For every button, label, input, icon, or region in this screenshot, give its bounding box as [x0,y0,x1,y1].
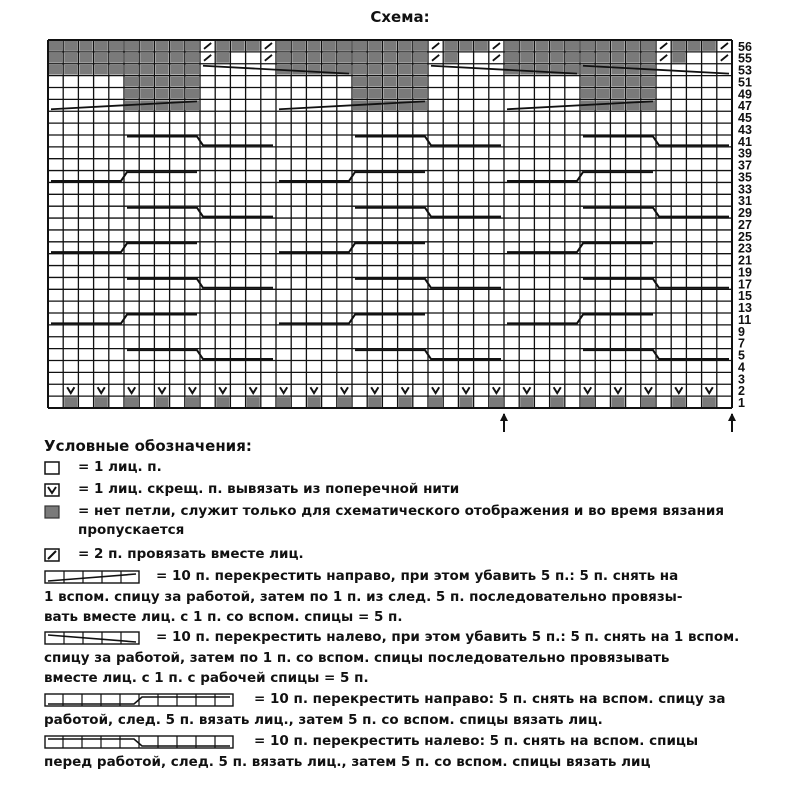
legend-text-cont: работой, след. 5 п. вязать лиц., затем 5 п. со вспом. спицы вязать лиц. [44,712,603,728]
no-stitch-cell [581,77,594,87]
legend-text: = 10 п. перекрестить направо, при этом убавить 5 п.: 5 п. снять на [156,568,679,584]
no-stitch-cell [505,41,518,51]
k2tog-cell [432,55,439,61]
no-stitch-cell [368,41,381,51]
arrow-up-icon [500,413,508,421]
no-stitch-cell [353,88,366,98]
row-label: 3 [738,372,745,387]
no-stitch-cell [687,41,700,51]
legend-text-cont: 1 вспом. спицу за работой, затем по 1 п. из след. 5 п. последовательно провязы- [44,589,683,605]
legend-text: = 10 п. перекрестить направо: 5 п. снять на вспом. спицу за [254,691,726,707]
no-stitch-cell [535,65,548,75]
no-stitch-cell [171,41,184,51]
no-stitch-cell [535,41,548,51]
no-stitch-cell [703,397,716,407]
no-stitch-cell [642,397,655,407]
no-stitch-cell [307,41,320,51]
no-stitch-cell [95,41,108,51]
no-stitch-cell [307,65,320,75]
k2tog-cell [265,55,272,61]
no-stitch-cell [292,53,305,63]
no-stitch-cell [155,77,168,87]
no-stitch-cell [566,41,579,51]
no-stitch-cell [140,41,153,51]
row-label: 21 [738,253,752,268]
k2tog-cell [493,55,500,61]
twisted-knit-icon [44,483,60,497]
no-stitch-cell [353,41,366,51]
twisted-knit-cell [523,387,530,393]
no-stitch-cell [353,65,366,75]
k2tog-cell [721,55,728,61]
no-stitch-cell [247,397,260,407]
row-label: 35 [738,170,752,185]
twisted-knit-cell [432,387,439,393]
no-stitch-cell [110,41,123,51]
no-stitch-cell [323,53,336,63]
no-stitch-cell [307,397,320,407]
no-stitch-cell [535,53,548,63]
no-stitch-cell [64,397,77,407]
row-label: 53 [738,63,752,78]
no-stitch-cell [596,53,609,63]
row-label: 15 [738,289,752,304]
no-stitch-cell [566,53,579,63]
no-stitch-cell [399,41,412,51]
row-label: 1 [738,396,745,410]
k2tog-cell [721,43,728,49]
twisted-knit-cell [493,387,500,393]
no-stitch-cell [49,41,62,51]
twisted-knit-cell [128,387,135,393]
row-label: 4 [738,360,745,375]
row-label: 2 [738,384,745,399]
cable-right-decrease-icon [44,570,140,584]
no-stitch-cell [505,53,518,63]
no-stitch-cell [703,41,716,51]
no-stitch-cell [140,77,153,87]
no-stitch-cell [414,65,427,75]
no-stitch-cell [368,100,381,110]
no-stitch-cell [399,397,412,407]
no-stitch-cell [110,53,123,63]
no-stitch-cell [414,88,427,98]
row-label: 56 [738,39,752,54]
row-label: 19 [738,265,752,280]
row-label: 55 [738,51,752,66]
legend-text: = 10 п. перекрестить налево, при этом убавить 5 п.: 5 п. снять на 1 вспом. [156,629,740,645]
twisted-knit-cell [462,387,469,393]
no-stitch-cell [216,53,229,63]
row-label: 5 [738,348,745,363]
no-stitch-cell [64,53,77,63]
twisted-knit-cell [280,387,287,393]
no-stitch-cell [186,397,199,407]
no-stitch-cell [383,41,396,51]
legend-text: = 2 п. провязать вместе лиц. [78,546,304,562]
row-label: 37 [738,158,752,173]
no-stitch-cell [581,88,594,98]
no-stitch-cell [520,53,533,63]
no-stitch-cell [110,65,123,75]
no-stitch-cell [79,53,92,63]
no-stitch-cell [383,53,396,63]
twisted-knit-cell [584,387,591,393]
no-stitch-cell [383,88,396,98]
no-stitch-cell [368,53,381,63]
twisted-knit-cell [67,387,74,393]
no-stitch-cell [155,100,168,110]
no-stitch-cell [520,397,533,407]
no-stitch-cell [49,53,62,63]
no-stitch-cell [186,65,199,75]
no-stitch-cell [125,77,138,87]
cable-left-icon [44,735,234,749]
no-stitch-cell [520,65,533,75]
no-stitch-cell [171,65,184,75]
twisted-knit-cell [706,387,713,393]
no-stitch-cell [642,41,655,51]
twisted-knit-cell [219,387,226,393]
arrow-up-icon [728,413,736,421]
no-stitch-cell [186,41,199,51]
no-stitch-cell [444,41,457,51]
no-stitch-cell [368,397,381,407]
twisted-knit-cell [371,387,378,393]
no-stitch-cell [627,88,640,98]
twisted-knit-cell [189,387,196,393]
legend-text: = 1 лиц. скрещ. п. вывязать из поперечной нити [78,481,460,497]
no-stitch-cell [475,41,488,51]
no-stitch-cell [95,397,108,407]
twisted-knit-cell [98,387,105,393]
k2tog-cell [432,43,439,49]
k2tog-cell [265,43,272,49]
no-stitch-cell [414,53,427,63]
no-stitch-cell [642,77,655,87]
no-stitch-cell [140,88,153,98]
no-stitch-cell [338,397,351,407]
legend-text-cont: вместе лиц. с 1 п. с рабочей спицы = 5 п. [44,670,369,686]
row-label: 31 [738,194,752,209]
no-stitch-cell [596,88,609,98]
no-stitch-cell [95,65,108,75]
no-stitch-cell [292,65,305,75]
no-stitch-cell [155,65,168,75]
legend-text-cont: перед работой, след. 5 п. вязать лиц., затем 5 п. со вспом. спицы вязать лиц [44,754,651,770]
row-label: 25 [738,229,752,244]
no-stitch-cell [611,100,624,110]
no-stitch-cell [581,53,594,63]
no-stitch-cell [125,65,138,75]
no-stitch-cell [216,397,229,407]
no-stitch-cell [383,100,396,110]
no-stitch-cell [611,65,624,75]
no-stitch-cell [399,77,412,87]
no-stitch-cell [611,41,624,51]
no-stitch-cell [596,41,609,51]
no-stitch-cell [672,41,685,51]
no-stitch-cell [368,88,381,98]
no-stitch-cell [277,397,290,407]
chart-title: Схема: [370,8,430,26]
k2tog-cell [204,55,211,61]
legend-text-cont: вать вместе лиц. с 1 п. со вспом. спицы = 5 п. [44,609,403,625]
no-stitch-cell [186,77,199,87]
no-stitch-icon [44,505,60,519]
no-stitch-cell [140,53,153,63]
no-stitch-cell [596,100,609,110]
no-stitch-cell [399,88,412,98]
no-stitch-cell [171,53,184,63]
no-stitch-cell [383,77,396,87]
no-stitch-cell [171,88,184,98]
no-stitch-cell [581,397,594,407]
no-stitch-cell [611,53,624,63]
no-stitch-cell [596,77,609,87]
no-stitch-cell [353,77,366,87]
twisted-knit-cell [614,387,621,393]
no-stitch-cell [414,41,427,51]
no-stitch-cell [186,53,199,63]
row-label: 9 [738,324,745,339]
legend-title: Условные обозначения: [44,437,252,455]
twisted-knit-cell [310,387,317,393]
no-stitch-cell [338,53,351,63]
no-stitch-cell [459,397,472,407]
row-label: 49 [738,87,752,102]
no-stitch-cell [277,53,290,63]
no-stitch-cell [79,65,92,75]
no-stitch-cell [444,53,457,63]
k2tog-cell [204,43,211,49]
no-stitch-cell [79,41,92,51]
no-stitch-cell [551,41,564,51]
row-label: 27 [738,217,752,232]
no-stitch-cell [171,77,184,87]
no-stitch-cell [627,41,640,51]
no-stitch-cell [581,41,594,51]
no-stitch-cell [140,65,153,75]
row-label: 39 [738,146,752,161]
cable-right-icon [44,693,234,707]
no-stitch-cell [95,53,108,63]
no-stitch-cell [672,53,685,63]
twisted-knit-cell [675,387,682,393]
twisted-knit-cell [250,387,257,393]
no-stitch-cell [611,77,624,87]
row-label: 13 [738,301,752,316]
no-stitch-cell [125,88,138,98]
legend-text: = нет петли, служит только для схематического отображения и во время вязания [78,503,724,519]
no-stitch-cell [399,53,412,63]
row-label: 23 [738,241,752,256]
no-stitch-cell [672,397,685,407]
no-stitch-cell [642,53,655,63]
row-label: 29 [738,206,752,221]
row-label: 11 [738,312,752,327]
no-stitch-cell [323,41,336,51]
no-stitch-cell [642,88,655,98]
no-stitch-cell [64,65,77,75]
twisted-knit-cell [645,387,652,393]
legend-text-cont: пропускается [78,522,185,538]
k2tog-cell [660,43,667,49]
twisted-knit-cell [158,387,165,393]
legend-text-cont: спицу за работой, затем по 1 п. со вспом. спицы последовательно провязывать [44,650,670,666]
no-stitch-cell [247,41,260,51]
no-stitch-cell [399,65,412,75]
no-stitch-cell [186,88,199,98]
no-stitch-cell [368,77,381,87]
row-label: 33 [738,182,752,197]
k2tog-cell [660,55,667,61]
row-label: 45 [738,111,752,126]
k2tog-cell [493,43,500,49]
k2tog-icon [44,548,60,562]
twisted-knit-cell [554,387,561,393]
row-label: 43 [738,122,752,137]
no-stitch-cell [155,53,168,63]
no-stitch-cell [125,397,138,407]
row-label: 17 [738,277,752,292]
no-stitch-cell [307,53,320,63]
no-stitch-cell [155,397,168,407]
no-stitch-cell [125,41,138,51]
no-stitch-cell [368,65,381,75]
no-stitch-cell [551,53,564,63]
no-stitch-cell [231,41,244,51]
no-stitch-cell [520,41,533,51]
row-label: 7 [738,336,745,351]
twisted-knit-cell [402,387,409,393]
row-label: 47 [738,99,752,114]
no-stitch-cell [140,100,153,110]
no-stitch-cell [611,88,624,98]
no-stitch-cell [459,41,472,51]
twisted-knit-cell [341,387,348,393]
no-stitch-cell [216,41,229,51]
no-stitch-cell [155,41,168,51]
cable-left-decrease-icon [44,631,140,645]
no-stitch-cell [627,53,640,63]
legend-text: = 10 п. перекрестить налево: 5 п. снять на вспом. спицы [254,733,699,749]
no-stitch-cell [627,65,640,75]
no-stitch-cell [383,65,396,75]
legend-text: = 1 лиц. п. [78,459,162,475]
no-stitch-cell [551,397,564,407]
no-stitch-cell [429,397,442,407]
no-stitch-cell [64,41,77,51]
no-stitch-cell [292,41,305,51]
no-stitch-cell [490,397,503,407]
no-stitch-cell [277,41,290,51]
no-stitch-cell [414,77,427,87]
no-stitch-cell [611,397,624,407]
knit-stitch-icon [44,461,60,475]
row-label: 41 [738,134,752,149]
no-stitch-cell [338,41,351,51]
no-stitch-cell [353,53,366,63]
no-stitch-cell [49,65,62,75]
no-stitch-cell [627,77,640,87]
no-stitch-cell [125,53,138,63]
no-stitch-cell [155,88,168,98]
row-label: 51 [738,75,752,90]
